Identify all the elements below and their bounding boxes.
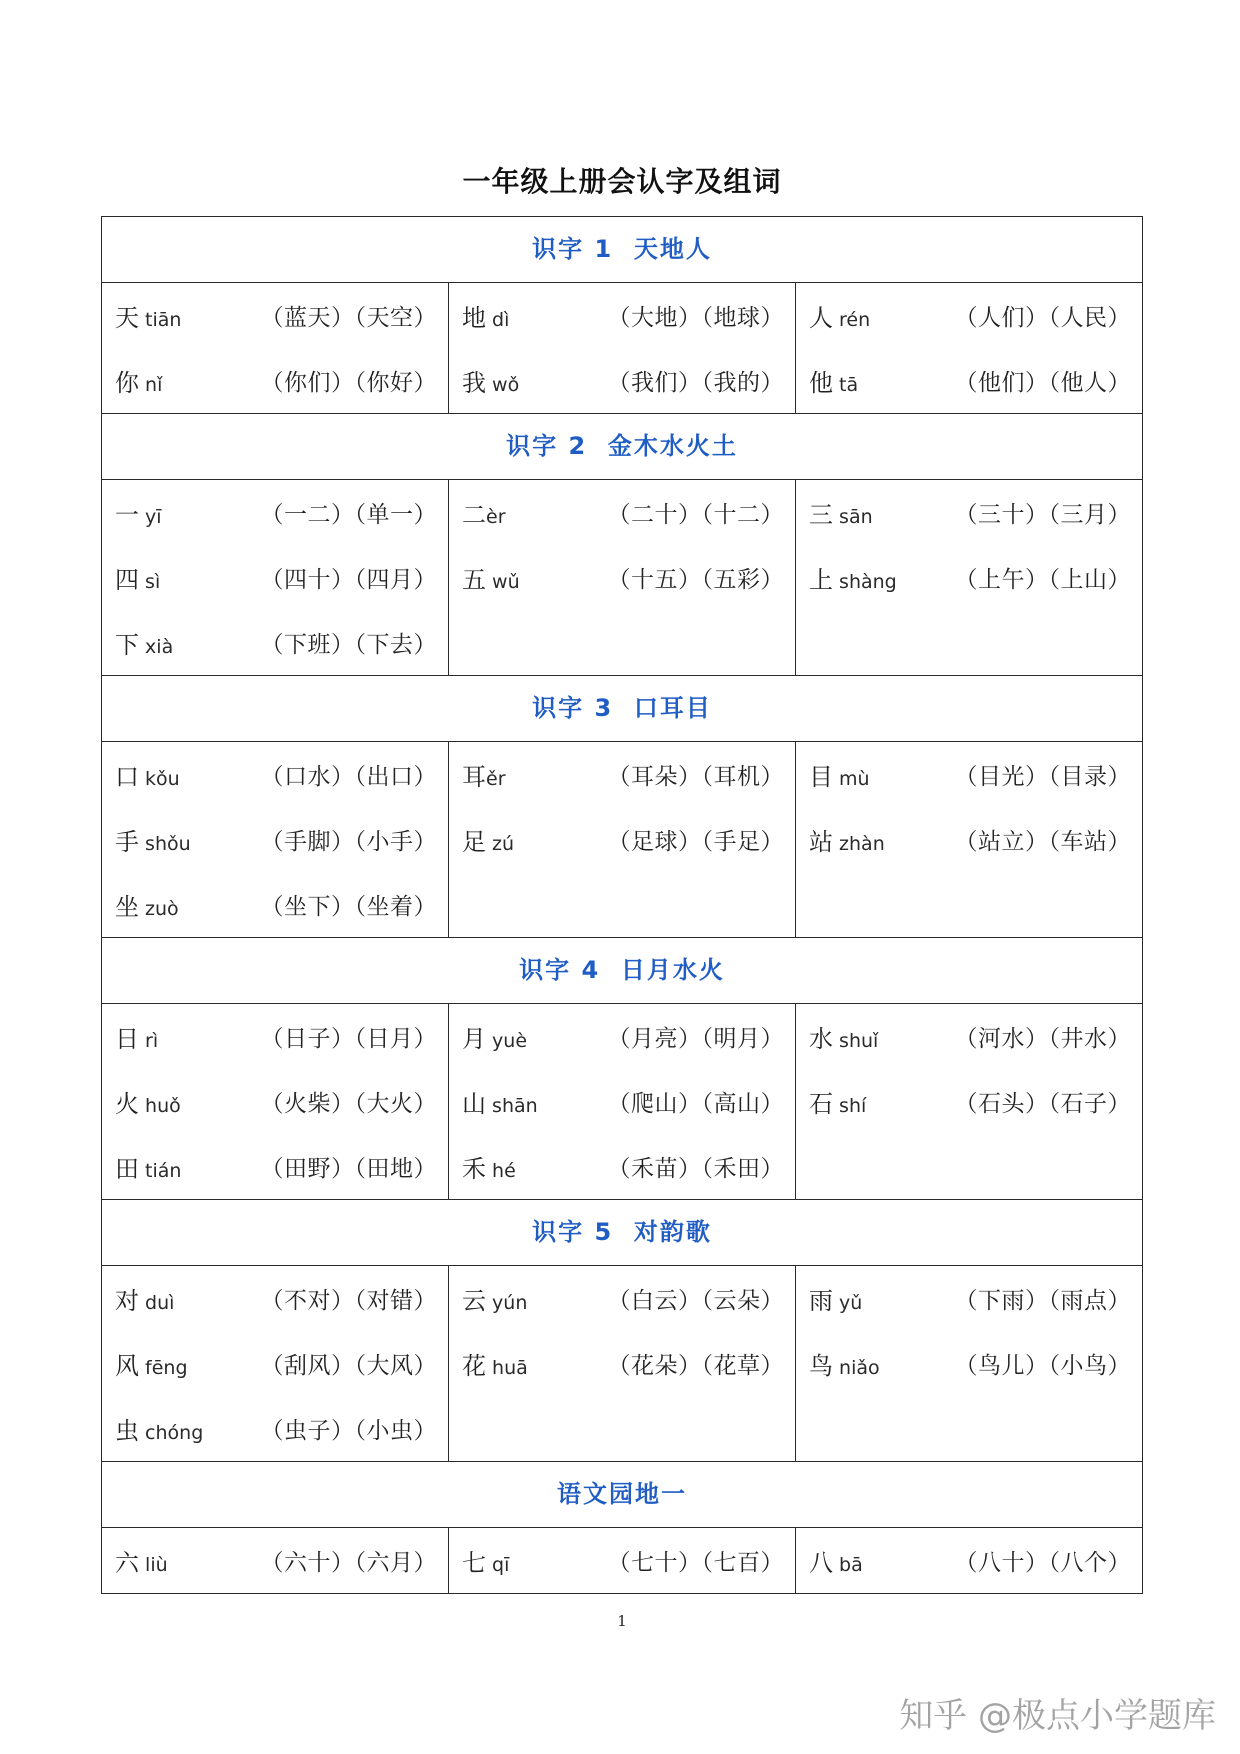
- hanzi: 山: [462, 1090, 486, 1118]
- hanzi: 下: [115, 631, 139, 659]
- word-phrases: （手脚）（小手）: [260, 829, 437, 855]
- hanzi: 地: [462, 304, 486, 332]
- word-entry: [809, 283, 1131, 348]
- pinyin: ěr: [486, 768, 506, 790]
- word-phrases: （石头）（石子）: [954, 1091, 1131, 1117]
- hanzi: 雨: [809, 1287, 833, 1315]
- word-entry: [462, 807, 784, 872]
- word-phrases: （爬山）（高山）: [607, 1091, 784, 1117]
- pinyin: zú: [486, 833, 515, 855]
- table-cell: [449, 1266, 796, 1461]
- word-phrases: （坐下）（坐着）: [260, 894, 437, 920]
- word-entry: [462, 742, 784, 807]
- pinyin: fēng: [139, 1357, 188, 1379]
- word-entry: [115, 480, 437, 545]
- word-phrases: （上午）（上山）: [954, 567, 1131, 593]
- section-body: [102, 480, 1142, 676]
- character-label: [115, 1346, 188, 1381]
- watermark: 知乎 @极点小学题库: [899, 1696, 1216, 1736]
- word-entry: [462, 545, 784, 610]
- hanzi: 耳: [462, 763, 486, 791]
- word-entry: [462, 1528, 784, 1593]
- hanzi: 日: [115, 1025, 139, 1053]
- hanzi: 风: [115, 1352, 139, 1380]
- word-entry: [462, 1266, 784, 1331]
- hanzi: 花: [462, 1352, 486, 1380]
- table-cell: [796, 1528, 1142, 1593]
- section-body: [102, 283, 1142, 414]
- pinyin: yī: [139, 506, 162, 528]
- word-entry: [115, 872, 437, 937]
- pinyin: wǒ: [486, 374, 520, 396]
- word-entry: [809, 1331, 1131, 1396]
- word-phrases: （我们）（我的）: [607, 370, 784, 396]
- table-cell: [796, 480, 1142, 675]
- character-label: [462, 1281, 527, 1316]
- hanzi: 口: [115, 763, 139, 791]
- word-entry: [809, 1069, 1131, 1134]
- character-label: [115, 822, 191, 857]
- table-cell: [102, 742, 449, 937]
- word-phrases: （六十）（六月）: [260, 1550, 437, 1576]
- pinyin: qī: [486, 1554, 510, 1576]
- pinyin: zuò: [139, 898, 179, 920]
- hanzi: 五: [462, 566, 486, 594]
- character-label: [809, 822, 885, 857]
- character-label: [115, 495, 162, 530]
- table-cell: [449, 742, 796, 937]
- word-entry: [462, 1331, 784, 1396]
- character-label: [462, 757, 506, 792]
- pinyin: chóng: [139, 1422, 204, 1444]
- word-entry: [115, 807, 437, 872]
- pinyin: liù: [139, 1554, 168, 1576]
- word-phrases: （你们）（你好）: [260, 370, 437, 396]
- character-label: [462, 1543, 509, 1578]
- pinyin: dì: [486, 309, 510, 331]
- hanzi: 六: [115, 1549, 139, 1577]
- word-entry: [115, 1331, 437, 1396]
- character-label: [462, 1084, 538, 1119]
- word-phrases: （花朵）（花草）: [607, 1353, 784, 1379]
- table-cell: [796, 742, 1142, 937]
- section-heading: 识字 5 对韵歌: [102, 1200, 1142, 1266]
- character-label: [809, 298, 870, 333]
- hanzi: 月: [462, 1025, 486, 1053]
- character-label: [115, 1084, 181, 1119]
- table-section: [102, 414, 1142, 676]
- word-entry: [462, 1069, 784, 1134]
- table-section: [102, 938, 1142, 1200]
- hanzi: 禾: [462, 1155, 486, 1183]
- word-phrases: （大地）（地球）: [607, 305, 784, 331]
- word-phrases: （月亮）（明月）: [607, 1026, 784, 1052]
- character-label: [809, 1281, 862, 1316]
- section-heading: 识字 1 天地人: [102, 217, 1142, 283]
- table-cell: [102, 480, 449, 675]
- word-phrases: （目光）（目录）: [954, 764, 1131, 790]
- character-label: [462, 363, 519, 398]
- word-phrases: （三十）（三月）: [954, 502, 1131, 528]
- pinyin: xià: [139, 636, 174, 658]
- character-label: [809, 1084, 866, 1119]
- pinyin: huǒ: [139, 1095, 181, 1117]
- character-label: [462, 495, 506, 530]
- hanzi: 二: [462, 501, 486, 529]
- hanzi: 他: [809, 369, 833, 397]
- hanzi: 我: [462, 369, 486, 397]
- pinyin: kǒu: [139, 768, 180, 790]
- pinyin: nǐ: [139, 374, 163, 396]
- pinyin: huā: [486, 1357, 528, 1379]
- table-cell: [102, 1004, 449, 1199]
- hanzi: 你: [115, 369, 139, 397]
- hanzi: 四: [115, 566, 139, 594]
- hanzi: 手: [115, 828, 139, 856]
- word-entry: [462, 283, 784, 348]
- pinyin: niǎo: [833, 1357, 880, 1379]
- character-label: [462, 1149, 516, 1184]
- pinyin: shàng: [833, 571, 897, 593]
- word-phrases: （虫子）（小虫）: [260, 1418, 437, 1444]
- character-label: [115, 298, 181, 333]
- pinyin: shǒu: [139, 833, 191, 855]
- word-phrases: （耳朵）（耳机）: [607, 764, 784, 790]
- word-entry: [462, 1134, 784, 1199]
- character-label: [809, 495, 873, 530]
- word-entry: [115, 1004, 437, 1069]
- table-section: [102, 1462, 1142, 1593]
- pinyin: zhàn: [833, 833, 885, 855]
- word-entry: [115, 283, 437, 348]
- hanzi: 人: [809, 304, 833, 332]
- section-heading: 语文园地一: [102, 1462, 1142, 1528]
- table-cell: [102, 283, 449, 413]
- word-phrases: （刮风）（大风）: [260, 1353, 437, 1379]
- word-phrases: （火柴）（大火）: [260, 1091, 437, 1117]
- pinyin: duì: [139, 1292, 175, 1314]
- word-phrases: （足球）（手足）: [607, 829, 784, 855]
- word-entry: [809, 742, 1131, 807]
- section-body: [102, 1528, 1142, 1593]
- table-section: [102, 676, 1142, 938]
- table-section: [102, 217, 1142, 414]
- word-phrases: （白云）（云朵）: [607, 1288, 784, 1314]
- word-entry: [115, 545, 437, 610]
- character-label: [115, 1149, 181, 1184]
- pinyin: yún: [486, 1292, 528, 1314]
- word-phrases: （鸟儿）（小鸟）: [954, 1353, 1131, 1379]
- character-label: [809, 560, 897, 595]
- pinyin: yǔ: [833, 1292, 863, 1314]
- hanzi: 足: [462, 828, 486, 856]
- pinyin: shān: [486, 1095, 538, 1117]
- word-entry: [115, 1134, 437, 1199]
- word-phrases: （不对）（对错）: [260, 1288, 437, 1314]
- word-phrases: （二十）（十二）: [607, 502, 784, 528]
- word-entry: [809, 545, 1131, 610]
- pinyin: rì: [139, 1030, 159, 1052]
- pinyin: sān: [833, 506, 873, 528]
- hanzi: 上: [809, 566, 833, 594]
- word-phrases: （日子）（日月）: [260, 1026, 437, 1052]
- word-phrases: （七十）（七百）: [607, 1550, 784, 1576]
- pinyin: tián: [139, 1160, 182, 1182]
- character-label: [462, 1019, 527, 1054]
- hanzi: 三: [809, 501, 833, 529]
- hanzi: 目: [809, 763, 833, 791]
- pinyin: èr: [486, 506, 506, 528]
- table-cell: [102, 1266, 449, 1461]
- table-cell: [449, 1528, 796, 1593]
- character-label: [115, 1543, 168, 1578]
- character-label: [809, 1543, 863, 1578]
- table-cell: [102, 1528, 449, 1593]
- table-cell: [449, 1004, 796, 1199]
- word-entry: [809, 480, 1131, 545]
- word-entry: [115, 1069, 437, 1134]
- section-heading: 识字 2 金木水火土: [102, 414, 1142, 480]
- hanzi: 七: [462, 1549, 486, 1577]
- hanzi: 一: [115, 501, 139, 529]
- hanzi: 对: [115, 1287, 139, 1315]
- pinyin: bā: [833, 1554, 863, 1576]
- section-body: [102, 742, 1142, 938]
- section-body: [102, 1004, 1142, 1200]
- character-label: [809, 757, 870, 792]
- character-label: [115, 1019, 158, 1054]
- word-phrases: （口水）（出口）: [260, 764, 437, 790]
- table-section: [102, 1200, 1142, 1462]
- character-label: [462, 298, 509, 333]
- section-heading: 识字 4 日月水火: [102, 938, 1142, 1004]
- table-cell: [449, 283, 796, 413]
- character-label: [809, 1019, 878, 1054]
- word-phrases: （下班）（下去）: [260, 632, 437, 658]
- character-label: [809, 363, 858, 398]
- word-entry: [809, 807, 1131, 872]
- pinyin: tā: [833, 374, 859, 396]
- word-entry: [462, 348, 784, 413]
- page-number: 1: [617, 1612, 627, 1630]
- word-entry: [462, 480, 784, 545]
- character-label: [115, 1281, 174, 1316]
- pinyin: shuǐ: [833, 1030, 879, 1052]
- character-label: [115, 363, 162, 398]
- word-phrases: （八十）（八个）: [954, 1550, 1131, 1576]
- word-entry: [115, 1396, 437, 1461]
- word-entry: [115, 610, 437, 675]
- word-entry: [462, 1004, 784, 1069]
- hanzi: 虫: [115, 1417, 139, 1445]
- hanzi: 火: [115, 1090, 139, 1118]
- pinyin: shí: [833, 1095, 867, 1117]
- word-table: [101, 216, 1143, 1594]
- character-label: [115, 757, 180, 792]
- pinyin: wǔ: [486, 571, 520, 593]
- section-body: [102, 1266, 1142, 1462]
- hanzi: 田: [115, 1155, 139, 1183]
- word-phrases: （田野）（田地）: [260, 1156, 437, 1182]
- word-phrases: （下雨）（雨点）: [954, 1288, 1131, 1314]
- character-label: [115, 887, 179, 922]
- hanzi: 坐: [115, 893, 139, 921]
- character-label: [462, 560, 520, 595]
- table-cell: [796, 1004, 1142, 1199]
- page-title: 一年级上册会认字及组词: [462, 165, 782, 198]
- table-cell: [796, 1266, 1142, 1461]
- pinyin: yuè: [486, 1030, 528, 1052]
- word-entry: [115, 1266, 437, 1331]
- word-entry: [115, 1528, 437, 1593]
- character-label: [809, 1346, 880, 1381]
- word-entry: [809, 1266, 1131, 1331]
- pinyin: rén: [833, 309, 871, 331]
- character-label: [462, 1346, 528, 1381]
- hanzi: 云: [462, 1287, 486, 1315]
- pinyin: sì: [139, 571, 161, 593]
- hanzi: 鸟: [809, 1352, 833, 1380]
- pinyin: tiān: [139, 309, 182, 331]
- character-label: [462, 822, 514, 857]
- section-heading: 识字 3 口耳目: [102, 676, 1142, 742]
- pinyin: hé: [486, 1160, 516, 1182]
- word-entry: [809, 1004, 1131, 1069]
- word-phrases: （四十）（四月）: [260, 567, 437, 593]
- word-entry: [115, 742, 437, 807]
- word-entry: [115, 348, 437, 413]
- character-label: [115, 560, 160, 595]
- word-entry: [809, 348, 1131, 413]
- word-phrases: （人们）（人民）: [954, 305, 1131, 331]
- table-cell: [796, 283, 1142, 413]
- hanzi: 石: [809, 1090, 833, 1118]
- word-phrases: （一二）（单一）: [260, 502, 437, 528]
- hanzi: 八: [809, 1549, 833, 1577]
- character-label: [115, 625, 173, 660]
- hanzi: 天: [115, 304, 139, 332]
- table-cell: [449, 480, 796, 675]
- word-phrases: （十五）（五彩）: [607, 567, 784, 593]
- hanzi: 水: [809, 1025, 833, 1053]
- hanzi: 站: [809, 828, 833, 856]
- word-phrases: （他们）（他人）: [954, 370, 1131, 396]
- pinyin: mù: [833, 768, 870, 790]
- word-phrases: （河水）（井水）: [954, 1026, 1131, 1052]
- word-entry: [809, 1528, 1131, 1593]
- word-phrases: （禾苗）（禾田）: [607, 1156, 784, 1182]
- character-label: [115, 1411, 203, 1446]
- word-phrases: （蓝天）（天空）: [260, 305, 437, 331]
- word-phrases: （站立）（车站）: [954, 829, 1131, 855]
